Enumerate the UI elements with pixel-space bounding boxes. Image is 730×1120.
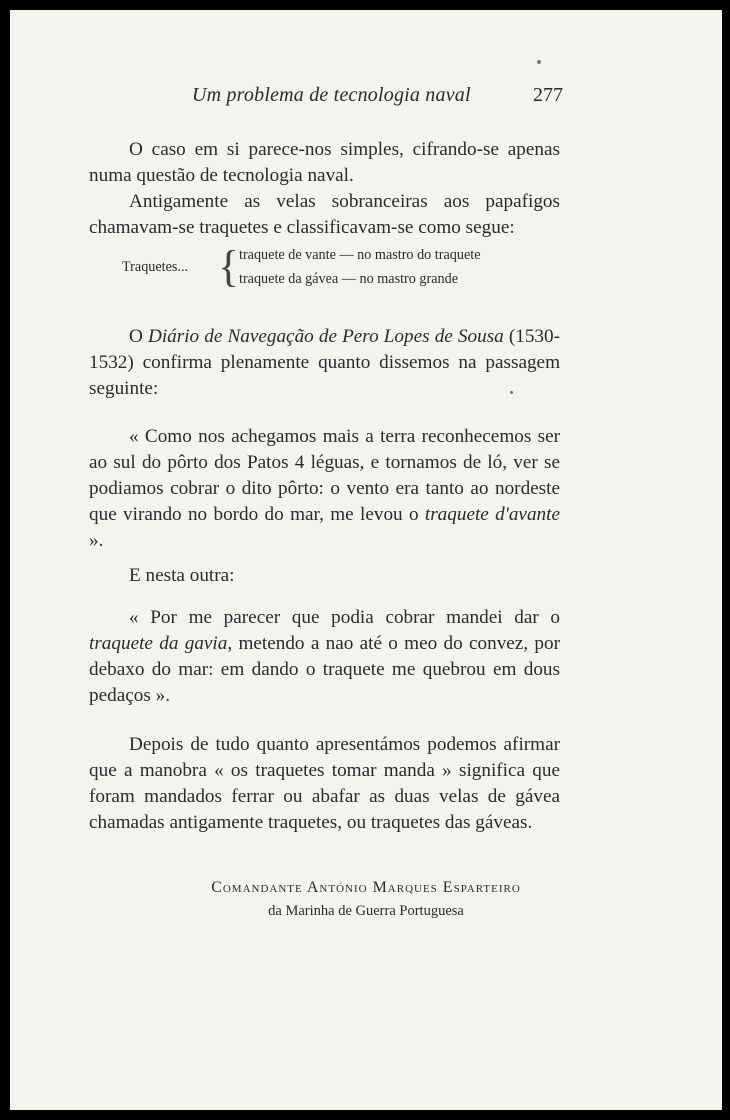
quote-2-block	[89, 605, 560, 709]
traquetes-classification	[122, 242, 562, 293]
paragraph-3-block	[89, 324, 560, 402]
paragraph-5-block	[89, 732, 560, 836]
paragraph-4: E nesta outra:	[129, 565, 235, 586]
paragraph-1-block	[89, 137, 560, 241]
paragraph-4-block	[89, 563, 560, 589]
author-name: Comandante António Marques Esparteiro	[211, 879, 521, 896]
signature-block	[10, 878, 722, 920]
quote-1-text: « Como nos achegamos mais a terra reconhecemos ser ao sul do pôrto dos Patos 4 léguas, e tornamos de ló, ver se podiamos cobrar o dito pôrto: o vento era tanto ao nordeste que virando no bordo do mar, me levou o	[89, 426, 560, 525]
traquetes-label: Traquetes...	[122, 259, 189, 275]
book-page	[10, 10, 722, 1110]
quote-1-block	[89, 424, 560, 554]
running-header	[10, 84, 722, 114]
paragraph-3-lead: O	[129, 326, 148, 347]
quote-1-end: ».	[89, 530, 104, 551]
author-affiliation: da Marinha de Guerra Portuguesa	[268, 903, 464, 919]
paragraph-2: Antigamente as velas sobranceiras aos papafigos chamavam-se traquetes e classificavam-se como segue:	[89, 191, 560, 238]
quote-2-lead: « Por me parecer que podia cobrar mandei dar o	[129, 607, 560, 628]
quote-2	[89, 605, 560, 709]
quote-2-rest: metendo a nao até o meo do convez, por debaxo do mar: em dando o traquete me quebrou em dous pedaços ».	[89, 633, 560, 706]
quote-1-italic: traquete d'avante	[424, 504, 560, 525]
paragraph-1: O caso em si parece-nos simples, cifrando-se apenas numa questão de tecnologia naval.	[89, 139, 560, 186]
traquete-vante-row: traquete de vante — no mastro do traquete	[239, 247, 481, 263]
page-number: 277	[533, 84, 563, 106]
quote-2-italic: traquete da gavia,	[89, 633, 233, 654]
curly-brace-icon: {	[218, 242, 240, 291]
diario-title: Diário de Navegação de Pero Lopes de Sousa	[147, 326, 504, 347]
paragraph-3-rest: (1530-1532) confirma plenamente quanto dissemos na passagem seguinte:	[89, 326, 561, 399]
paragraph-3	[89, 324, 560, 402]
ink-speck	[537, 60, 541, 64]
traquete-gavea-row: traquete da gávea — no mastro grande	[239, 271, 459, 287]
paragraph-5: Depois de tudo quanto apresentámos podemos afirmar que a manobra « os traquetes tomar manda » significa que foram mandados ferrar ou abafar as duas velas de gávea chamadas antigamente traquetes, ou traquetes das gáveas.	[89, 734, 560, 833]
quote-1	[89, 424, 560, 554]
running-title: Um problema de tecnologia naval	[192, 84, 471, 106]
